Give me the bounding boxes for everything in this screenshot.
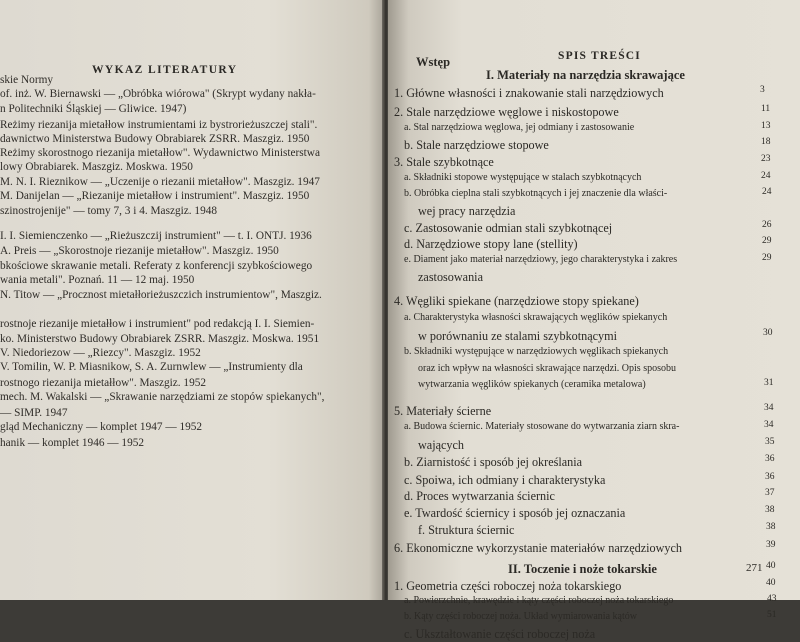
bibliography-line: I. I. Siemienczenko — „Rieżuszczij instrumient" — t. I. ONTJ. 1936 — [0, 230, 312, 242]
toc-page-number: 51 — [767, 610, 777, 620]
bibliography-line: ko. Ministerstwo Budowy Obrabiarek ZSRR. Maszgiz. Moskwa. 1951 — [0, 333, 320, 345]
toc-entry: e. Diament jako materiał narzędziowy, jego charakterystyka i zakres — [404, 254, 678, 265]
bibliography-line: hanik — komplet 1946 — 1952 — [0, 437, 145, 449]
toc-page-number: 34 — [764, 403, 774, 413]
toc-page-number: 38 — [765, 505, 775, 515]
toc-entry: a. Budowa ściernic. Materiały stosowane do wytwarzania ziarn skra- — [404, 421, 680, 432]
bibliography-line: V. Tomilin, W. P. Miasnikow, S. A. Zurnwlew — „Instrumienty dla — [0, 361, 303, 373]
toc-page-number: 18 — [761, 137, 771, 147]
toc-entry: c. Zastosowanie odmian stali szybkotnącej — [404, 221, 613, 235]
toc-entry: a. Składniki stopowe występujące w stalach szybkotnących — [404, 172, 642, 183]
toc-entry: e. Twardość ściernicy i sposób jej oznaczania — [404, 506, 626, 520]
bibliography-line: Reżimy skorostnogo riezanija mietałłow". Wydawnictwo Ministerstwa — [0, 147, 320, 159]
bibliography-line: bkościowe skrawanie metali. Referaty z konferencji szybkościowego — [0, 260, 313, 272]
toc-entry: b. Ziarnistość i sposób jej określania — [404, 455, 583, 469]
toc-page-number: 26 — [762, 220, 772, 230]
toc-entry: 4. Węgliki spiekane (narzędziowe stopy spiekane) — [394, 294, 639, 308]
toc-entry: 1. Główne własności i znakowanie stali narzędziowych — [394, 86, 664, 100]
bibliography-line: M. N. I. Rieznikow — „Uczenije o riezanii mietałłow". Maszgiz. 1947 — [0, 176, 320, 188]
toc-page-number: 39 — [766, 540, 776, 550]
toc-page-number: 31 — [764, 378, 774, 388]
toc-section-heading: Wstęp — [416, 55, 451, 69]
toc-entry: b. Składniki występujące w narzędziowych węglikach spiekanych — [404, 346, 669, 357]
toc-page-number: 36 — [765, 472, 775, 482]
toc-entry: 6. Ekonomiczne wykorzystanie materiałów narzędziowych — [394, 541, 682, 555]
bibliography-title: WYKAZ LITERATURY — [92, 64, 238, 76]
toc-entry: d. Proces wytwarzania ściernic — [404, 489, 555, 503]
toc-entry: a. Powierzchnie, krawędzie i kąty części roboczej noża tokarskiego — [404, 595, 674, 606]
toc-entry: d. Narzędziowe stopy lane (stellity) — [404, 237, 578, 251]
toc-page-number: 24 — [762, 187, 772, 197]
right-page-table-of-contents — [388, 0, 800, 641]
bibliography-line: of. inż. W. Biernawski — „Obróbka wiórowa" (Skrypt wydany nakła- — [0, 88, 316, 100]
bibliography-line: A. Preis — „Skorostnoje riezanije mietałłow". Maszgiz. 1950 — [0, 245, 279, 257]
bibliography-line: rostnogo riezanija mietałłow". Maszgiz. 1952 — [0, 377, 207, 389]
toc-entry: a. Charakterystyka własności skrawających węglików spiekanych — [404, 312, 668, 323]
toc-entry: 1. Geometria części roboczej noża tokarskiego — [394, 579, 622, 593]
toc-entry: wytwarzania węglików spiekanych (ceramika metalowa) — [418, 379, 646, 390]
toc-page-number: 29 — [762, 236, 772, 246]
toc-entry: a. Stal narzędziowa węglowa, jej odmiany i zastosowanie — [404, 122, 635, 133]
toc-entry: b. Kąty części roboczej noża. Układ wymiarowania kątów — [404, 611, 637, 622]
toc-page-number: 40 — [766, 561, 776, 571]
left-page-bibliography — [0, 0, 384, 600]
toc-entry: c. Spoiwa, ich odmiany i charakterystyka — [404, 473, 606, 487]
toc-page-number: 34 — [764, 420, 774, 430]
toc-page-number: 43 — [767, 594, 777, 604]
toc-entry: f. Struktura ściernic — [418, 523, 515, 537]
toc-entry: 3. Stale szybkotnące — [394, 155, 494, 169]
page-number: 271 — [746, 562, 763, 574]
bibliography-line: rostnoje riezanije mietałłow i instrumient" pod redakcją I. I. Siemien- — [0, 318, 315, 330]
bibliography-line: Reżimy riezanija mietałłow instrumientami iz bystrorieżuszczej stali". — [0, 119, 318, 131]
toc-page-number: 29 — [762, 253, 772, 263]
toc-page-number: 30 — [763, 328, 773, 338]
toc-page-number: 24 — [761, 171, 771, 181]
toc-section-heading: I. Materiały na narzędzia skrawające — [486, 68, 685, 82]
toc-entry: c. Ukształtowanie części roboczej noża — [404, 627, 596, 641]
bibliography-line: mech. M. Wakalski — „Skrawanie narzędziami ze stopów spiekanych", — [0, 391, 325, 403]
bibliography-line: gląd Mechaniczny — komplet 1947 — 1952 — [0, 421, 203, 433]
bibliography-line: wania metali". Poznań. 11 — 12 maj. 1950 — [0, 274, 195, 286]
toc-entry: wej pracy narzędzia — [418, 204, 516, 218]
bibliography-line: V. Niedoriezow — „Riezcy". Maszgiz. 1952 — [0, 347, 201, 359]
toc-page-number: 3 — [760, 85, 765, 95]
toc-entry: 2. Stale narzędziowe węglowe i niskostopowe — [394, 105, 619, 119]
toc-entry: w porównaniu ze stalami szybkotnącymi — [418, 329, 618, 343]
toc-title: SPIS TREŚCI — [558, 50, 641, 62]
bibliography-line: n Politechniki Śląskiej — Gliwice. 1947) — [0, 103, 187, 115]
toc-page-number: 13 — [761, 121, 771, 131]
toc-page-number: 37 — [765, 488, 775, 498]
bibliography-line: — SIMP. 1947 — [0, 407, 68, 419]
toc-entry: zastosowania — [418, 270, 483, 284]
bibliography-line: N. Titow — „Procznost mietałłorieżuszczich instrumientow", Maszgiz. — [0, 289, 322, 301]
bibliography-line: skie Normy — [0, 74, 54, 86]
toc-page-number: 36 — [765, 454, 775, 464]
toc-entry: 5. Materiały ścierne — [394, 404, 492, 418]
toc-page-number: 23 — [761, 154, 771, 164]
bibliography-line: lowy Obrabiarek. Maszgiz. Moskwa. 1950 — [0, 161, 193, 173]
toc-page-number: 38 — [766, 522, 776, 532]
toc-entry: wających — [418, 438, 465, 452]
toc-section-heading: II. Toczenie i noże tokarskie — [508, 562, 657, 576]
bibliography-line: dawnictwo Ministerstwa Budowy Obrabiarek ZSRR. Maszgiz. 1950 — [0, 133, 310, 145]
toc-page-number: 35 — [765, 437, 775, 447]
toc-page-number: 11 — [761, 104, 771, 114]
toc-entry: oraz ich wpływ na własności skrawające narzędzi. Opis sposobu — [418, 363, 676, 374]
toc-entry: b. Obróbka cieplna stali szybkotnących i jej znaczenie dla właści- — [404, 188, 668, 199]
toc-entry: b. Stale narzędziowe stopowe — [404, 138, 549, 152]
toc-page-number: 40 — [766, 578, 776, 588]
bibliography-line: M. Danijelan — „Riezanije mietałłow i instrumient". Maszgiz. 1950 — [0, 190, 310, 202]
bibliography-line: szinostrojenije" — tomy 7, 3 i 4. Maszgiz. 1948 — [0, 205, 218, 217]
